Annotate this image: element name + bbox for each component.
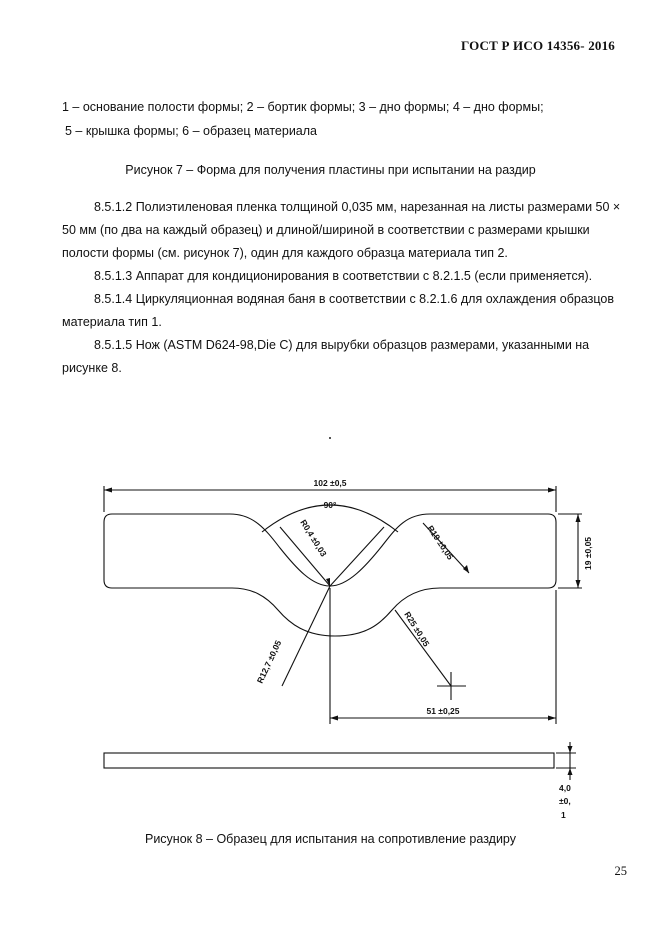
paragraph-8-5-1-5: 8.5.1.5 Нож (ASTM D624-98,Die C) для вырубки образцов размерами, указанными на рисунке 8.: [62, 338, 590, 375]
arrow: [548, 488, 556, 493]
arrow: [548, 716, 556, 721]
thickness-label-a: 4,0: [559, 783, 571, 793]
paragraph-8-5-1-2: 8.5.1.2 Полиэтиленовая пленка толщиной 0,035 мм, нарезанная на листы размерами 50 × 50 мм (по два на каждый образец) и длиной/шириной в соответствии с размерами крышки полости формы (см. рисунок 7), один для каждого образца материала тип 2.: [62, 200, 621, 260]
arrow: [568, 768, 573, 775]
thickness-label-c: 1: [561, 810, 566, 820]
r25-label: R25 ±0,05: [402, 609, 432, 649]
legend-line-1: 1 – основание полости формы; 2 – бортик формы; 3 – дно формы; 4 – дно формы;: [62, 100, 544, 114]
angle-label: 90°: [323, 500, 337, 510]
arrow: [576, 580, 581, 588]
page-number: 25: [614, 864, 627, 878]
document-code: ГОСТ Р ИСО 14356- 2016: [460, 38, 615, 53]
arrow: [330, 716, 338, 721]
arrow: [568, 746, 573, 753]
arrow: [463, 565, 469, 573]
r127-leader: [282, 586, 330, 686]
r19-label: R19 ±0,05: [425, 523, 456, 562]
paragraph-8-5-1-4: 8.5.1.4 Циркуляционная водяная баня в соответствии с 8.2.1.6 для охлаждения образцов материала тип 1.: [62, 292, 614, 329]
paragraph-8-5-1-3: 8.5.1.3 Аппарат для кондиционирования в соответствии с 8.2.1.5 (если применяется).: [94, 269, 593, 283]
arrow: [576, 514, 581, 522]
figure8-caption: Рисунок 8 – Образец для испытания на сопротивление раздиру: [144, 832, 516, 846]
half-length-label: 51 ±0,25: [426, 706, 460, 716]
notch-line-right: [330, 527, 384, 586]
specimen-side-view: [104, 753, 554, 768]
width-label: 19 ±0,05: [583, 536, 593, 570]
thickness-label-b: ±0,: [559, 796, 571, 806]
arrow: [104, 488, 112, 493]
legend-line-2: 5 – крышка формы; 6 – образец материала: [65, 124, 318, 138]
figure7-caption: Рисунок 7 – Форма для получения пластины при испытании на раздир: [125, 163, 536, 177]
length-label: 102 ±0,5: [313, 478, 347, 488]
notch-radius-label: R0,4 ±0,03: [298, 517, 329, 559]
r127-label: R12,7 ±0,05: [254, 638, 284, 685]
